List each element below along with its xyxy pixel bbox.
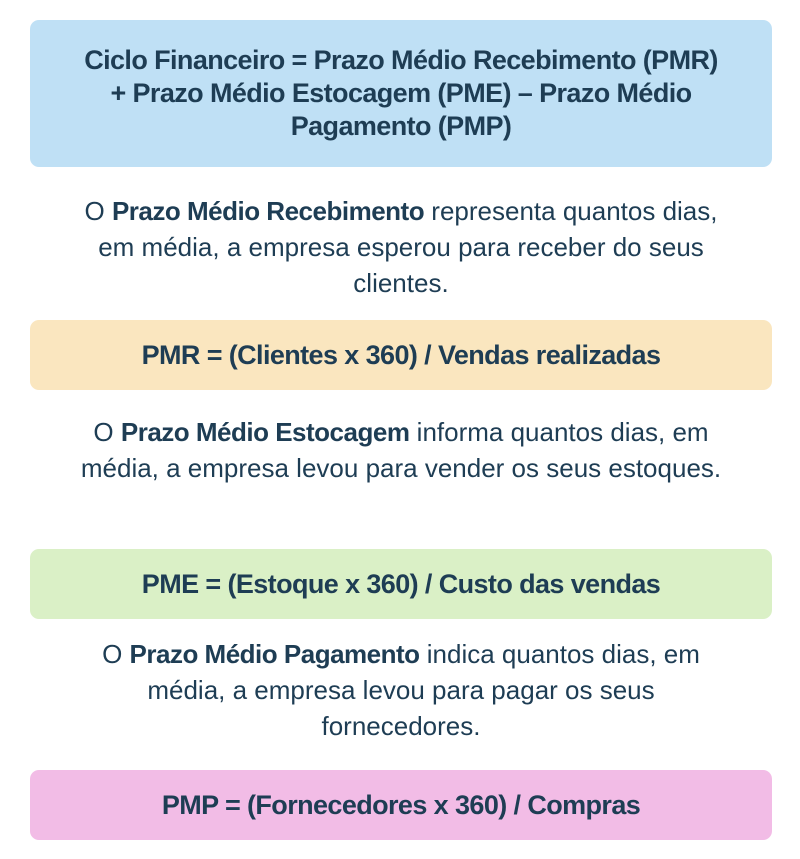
pmp-description-prefix: O (102, 639, 130, 669)
pmr-description-term: Prazo Médio Recebimento (111, 196, 425, 226)
formula-line-2: + Prazo Médio Estocagem (PME) – Prazo Médio (110, 78, 692, 108)
formula-pme-text: PME = (Estoque x 360) / Custo das vendas (141, 568, 661, 599)
formula-pmp-text: PMP = (Fornecedores x 360) / Compras (161, 789, 641, 820)
pme-description-rest: informa quantos dias, em média, a empresa levou para vender os seus estoques. (80, 417, 722, 483)
pmp-description (30, 636, 772, 744)
pme-description (30, 414, 772, 486)
pmp-description-term: Prazo Médio Pagamento (129, 639, 420, 669)
pmr-description-rest: representa quantos dias, em média, a empresa esperou para receber do seus clientes. (98, 196, 718, 298)
pme-description-term: Prazo Médio Estocagem (120, 417, 410, 447)
formula-pmr-text: PMR = (Clientes x 360) / Vendas realizadas (141, 339, 661, 370)
formula-ciclo-financeiro (30, 20, 772, 167)
formula-line-3: Pagamento (PMP) (290, 111, 512, 141)
formula-pme (30, 549, 772, 619)
pmp-description-rest: indica quantos dias, em média, a empresa levou para pagar os seus fornecedores. (147, 639, 700, 741)
formula-pmr (30, 320, 772, 390)
pmr-description-prefix: O (84, 196, 112, 226)
formula-line-1: Ciclo Financeiro = Prazo Médio Recebimento (PMR) (84, 45, 718, 75)
formula-ciclo-financeiro-text (84, 44, 718, 143)
pmr-description (30, 193, 772, 301)
formula-pmp (30, 770, 772, 840)
pme-description-prefix: O (93, 417, 121, 447)
